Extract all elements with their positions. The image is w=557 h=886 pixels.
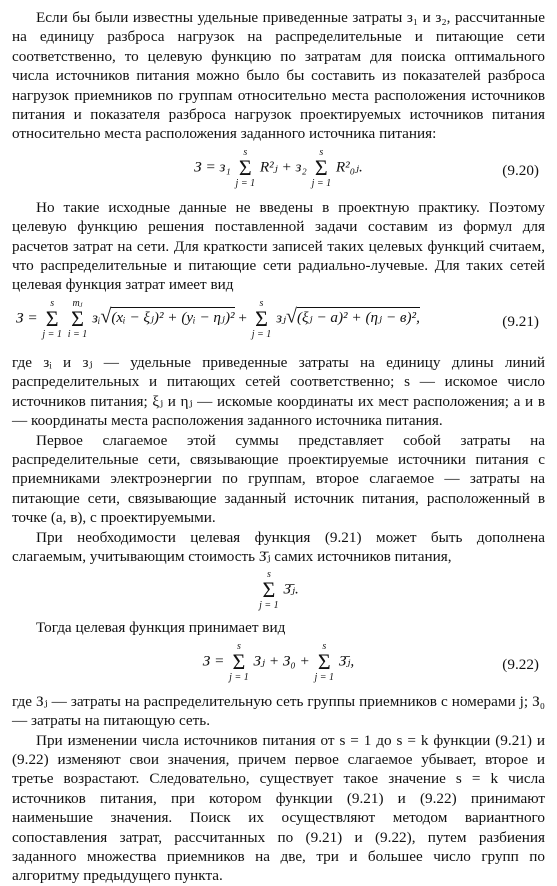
equation-9-20: [12, 147, 545, 195]
sum-symbol: s Σ j = 1: [42, 297, 62, 340]
sum-symbol: mⱼ Σ i = 1: [67, 297, 88, 340]
eq-coef: зᵢ: [92, 309, 101, 327]
equation-sum-cost: [12, 569, 545, 615]
paragraph-target-function: Но такие исходные данные не введены в проектную практику. Поэтому целевую функцию решения поставленной задачи составим из формул для расчетов затрат на сети. Для краткости записей таких целевых функций считаем, что распределительные и питающие сети радиально-лучевые. Для таких сетей целевая функция затрат имеет вид: [12, 198, 545, 294]
equation-number: (9.22): [502, 655, 539, 673]
sum-symbol: s Σ j = 1: [251, 297, 272, 340]
paragraph-supplement: При необходимости целевая функция (9.21) может быть дополнена слагаемым, учитывающим стоимость З̄ⱼ самих источников питания,: [12, 528, 545, 565]
paragraph-first-term: Первое слагаемое этой суммы представляет собой затраты на распределительные сети, связывающие проектируемые источники питания с приемниками электроэнергии по группам, второе слагаемое — затраты на питающие сети, связывающие заданный источник питания, расположенный в точке (a, в), с проектируемыми.: [12, 431, 545, 527]
eq-term: З̄ⱼ,: [338, 652, 355, 670]
equation-number: (9.20): [502, 161, 539, 179]
equation-number: (9.21): [502, 312, 539, 330]
eq-lhs: З =: [202, 652, 225, 670]
eq-term: Зⱼ + З₀ +: [253, 652, 310, 670]
eq-term: R²₀ⱼ.: [335, 158, 363, 176]
equation-9-22: [12, 641, 545, 689]
eq-term: З̄ⱼ.: [283, 580, 299, 598]
eq-radicand: (ξⱼ − a)² + (ηⱼ − в)²,: [296, 309, 420, 327]
eq-term: R²ⱼ + з₂: [259, 158, 307, 176]
sum-symbol: s Σ j = 1: [229, 640, 249, 683]
paragraph-definitions: где зᵢ и зⱼ — удельные приведенные затраты на единицу длины линий распределительных и питающих сетей соответственно; s — искомое число источников питания; ξⱼ и ηⱼ — искомые координаты их мест расположения; a и в — координаты места расположения заданного источника питания.: [12, 353, 545, 430]
sum-symbol: s Σ j = 1: [314, 640, 335, 683]
equation-9-21: З = s Σ j = 1 mⱼ Σ i = 1 зᵢ√(xᵢ − ξⱼ)² + (yᵢ − ηⱼ)² + s Σ j = 1 зⱼ√(ξⱼ − a)² + (ηⱼ − в)², (9.21): [16, 297, 539, 340]
eq-lhs: З = з₁: [194, 158, 231, 176]
sum-symbol: s Σ j = 1: [311, 146, 332, 189]
eq-radicand: (xᵢ − ξⱼ)² + (yᵢ − ηⱼ)²: [111, 309, 235, 327]
sum-symbol: s Σ j = 1: [259, 569, 279, 612]
paragraph-intro: Если бы были известны удельные приведенные затраты з₁ и з₂, рассчитанные на единицу разброса нагрузок на распределительные и питающие сети соответственно, то целевую функцию по затратам для поиска оптимального числа источников питания можно было бы составить из показателей разброса нагрузок приемников по группам относительно места расположения источников питания и показателя разброса нагрузок проектируемых источников питания относительно места расположения заданного источника питания:: [12, 9, 545, 143]
paragraph-then: Тогда целевая функция принимает вид: [36, 619, 286, 637]
eq-coef: зⱼ: [276, 309, 286, 327]
paragraph-where: где Зⱼ — затраты на распределительную сеть группы приемников с номерами j; З₀ — затраты на питающую сеть.: [12, 692, 545, 730]
eq-lhs: З =: [16, 309, 38, 327]
paragraph-conclusion: При изменении числа источников питания от s = 1 до s = k функции (9.21) и (9.22) изменяют свои значения, причем первое слагаемое убывает, второе и третье возрастают. Следовательно, существует такое значение s = k числа источников питания, при котором функции (9.21) и (9.22) принимают наименьшие значения. Поиск их осуществляют методом вариантного сопоставления затрат, рассчитанных по (9.21) и (9.22), путем разбиения заданного множества приемников на две, три и большее число групп по алгоритму предыдущего пункта.: [12, 731, 545, 885]
sum-symbol: s Σ j = 1: [235, 146, 256, 189]
